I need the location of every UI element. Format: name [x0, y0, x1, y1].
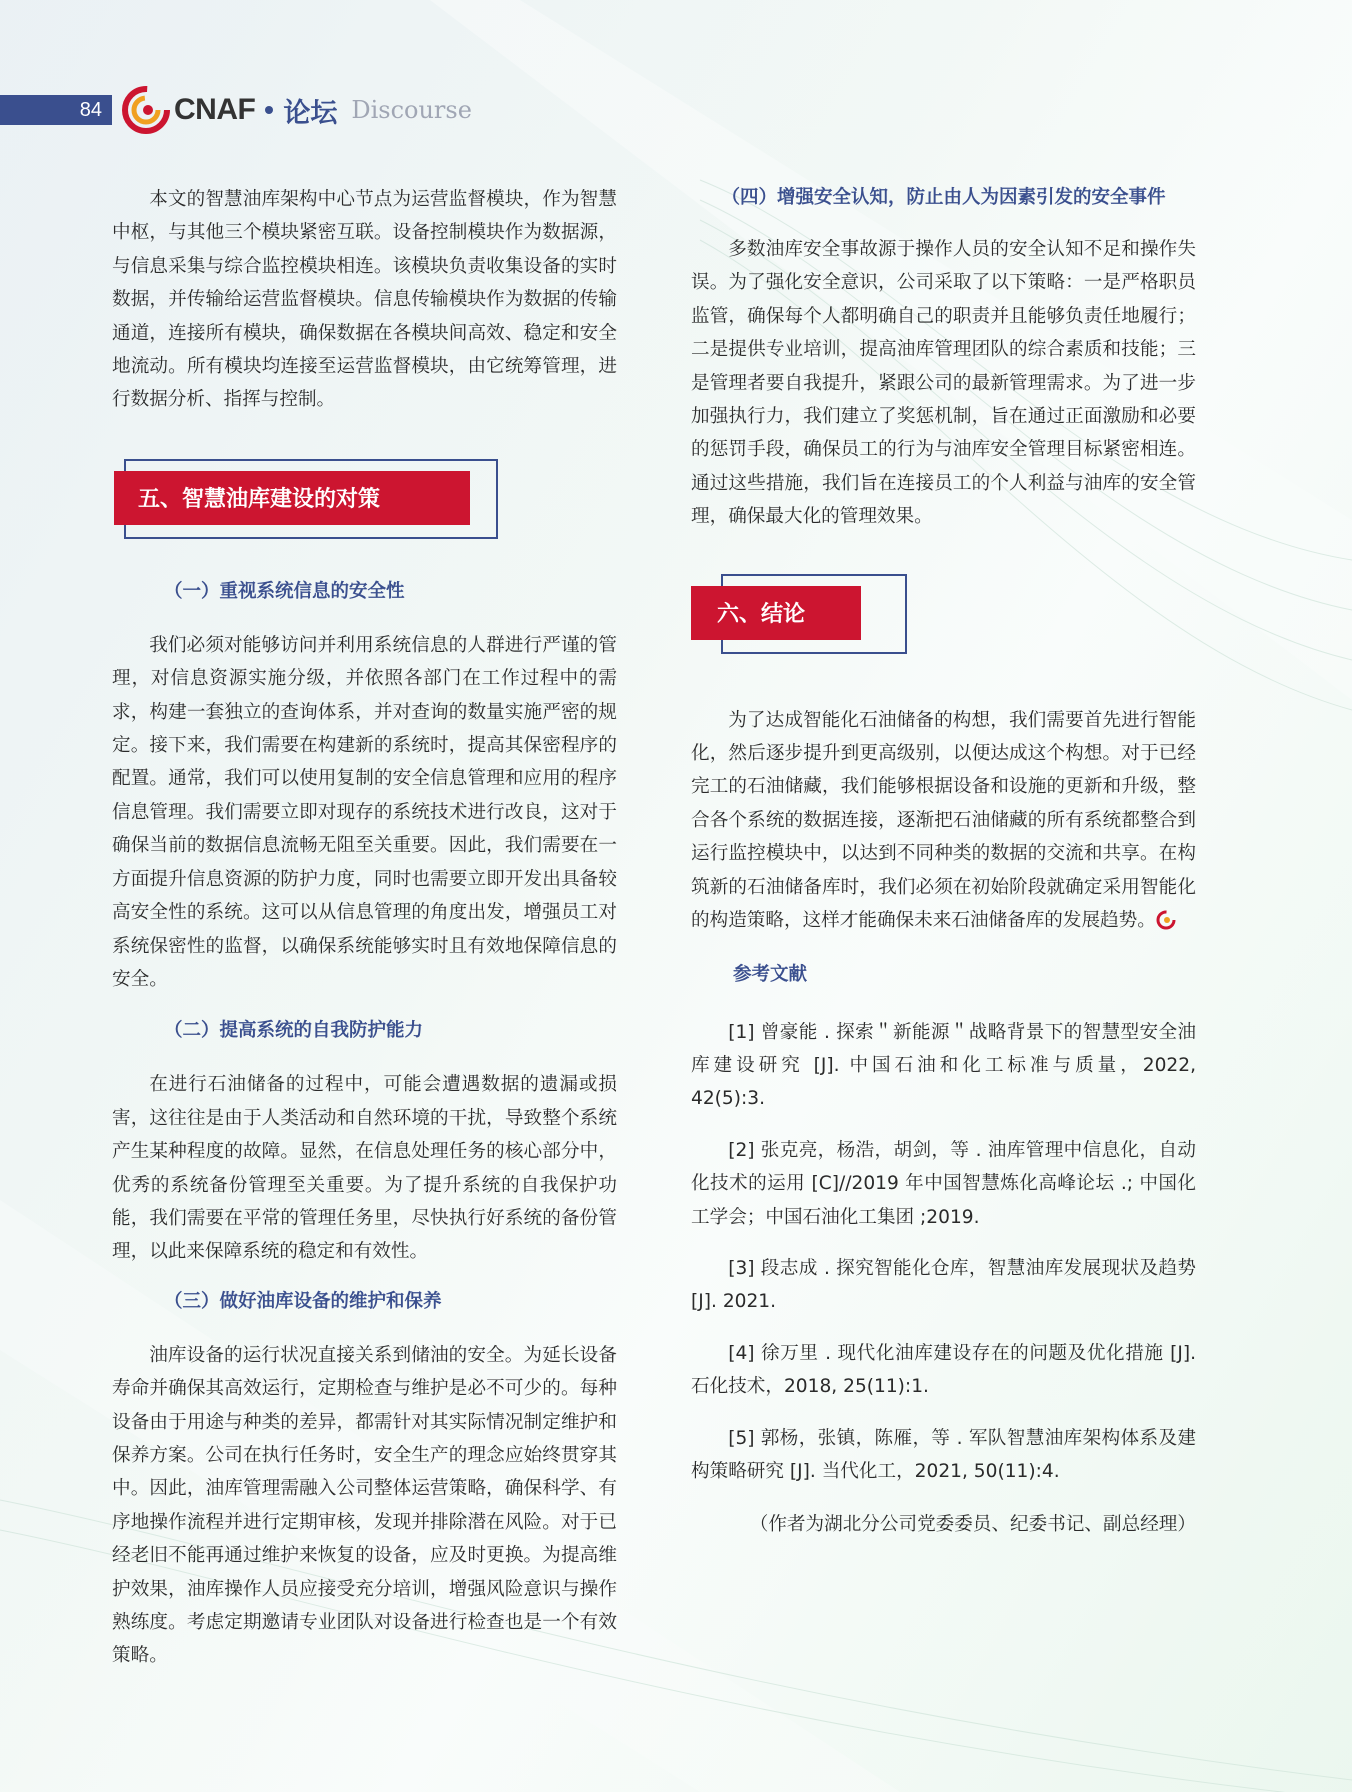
subheading-1: （一）重视系统信息的安全性: [164, 580, 405, 602]
page-number-bar: [0, 95, 112, 125]
paragraph-3: 油库设备的运行状况直接关系到储油的安全。为延长设备寿命并确保其高效运行，定期检查与维护是必不可少的。每种设备由于用途与种类的差异，都需针对其实际情况制定维护和保养方案。公司在执行任务时，安全生产的理念应始终贯穿其中。因此，油库管理需融入公司整体运营策略，确保科学、有序地操作流程并进行定期审核，发现并排除潜在风险。对于已经老旧不能再通过维护来恢复的设备，应及时更换。为提高维护效果，油库操作人员应接受充分培训，增强风险意识与操作熟练度。考虑定期邀请专业团队对设备进行检查也是一个有效策略。: [112, 1344, 617, 1667]
references-list: [691, 1016, 1196, 1489]
intro-paragraph: 本文的智慧油库架构中心节点为运营监督模块，作为智慧中枢，与其他三个模块紧密互联。设备控制模块作为数据源，与信息采集与综合监控模块相连。该模块负责收集设备的实时数据，并传输给运营监督模块。信息传输模块作为数据的传输通道，连接所有模块，确保数据在各模块间高效、稳定和安全地流动。所有模块均连接至运营监督模块，由它统筹管理，进行数据分析、指挥与控制。: [112, 189, 617, 411]
conclusion-text: 为了达成智能化石油储备的构想，我们需要首先进行智能化，然后逐步提升到更高级别，以便达成这个构想。对于已经完工的石油储藏，我们能够根据设备和设施的更新和升级，整合各个系统的数据连接，逐渐把石油储藏的所有系统都整合到运行监控模块中，以达到不同种类的数据的交流和共享。在构筑新的石油储备库时，我们必须在初始阶段就确定采用智能化的构造策略，这样才能确保未来石油储备库的发展趋势。: [691, 709, 1196, 932]
section-name-cn: 论坛: [283, 97, 338, 129]
subheading-2: （二）提高系统的自我防护能力: [164, 1020, 424, 1042]
reference-item: [3] 段志成 . 探究智能化仓库，智慧油库发展现状及趋势 [J]. 2021.: [691, 1257, 1196, 1313]
left-column: [112, 183, 617, 1673]
cnaf-logo-icon: [122, 86, 170, 134]
header-logo: [122, 86, 472, 134]
section-name-en: Discourse: [351, 96, 472, 124]
paragraph-4: 多数油库安全事故源于操作人员的安全认知不足和操作失误。为了强化安全意识，公司采取了以下策略：一是严格职员监管，确保每个人都明确自己的职责并且能够负责任地履行；二是提供专业培训，提高油库管理团队的综合素质和技能；三是管理者要自我提升，紧跟公司的最新管理需求。为了进一步加强执行力，我们建立了奖惩机制，旨在通过正面激励和必要的惩罚手段，确保员工的行为与油库安全管理目标紧密相连。通过这些措施，我们旨在连接员工的个人利益与油库的安全管理，确保最大化的管理效果。: [691, 239, 1196, 528]
heading-label: 六、结论: [691, 586, 861, 640]
conclusion-paragraph: [691, 704, 1196, 938]
section-heading-5: [112, 459, 617, 549]
header-dot: [265, 106, 273, 114]
references-title: 参考文献: [733, 963, 808, 985]
paragraph-1: 我们必须对能够访问并利用系统信息的人群进行严谨的管理，对信息资源实施分级，并依照各部门在工作过程中的需求，构建一套独立的查询体系，并对查询的数量实施严密的规定。接下来，我们需要在构建新的系统时，提高其保密程序的配置。通常，我们可以使用复制的安全信息管理和应用的程序信息管理。我们需要立即对现存的系统技术进行改良，这对于确保当前的数据信息流畅无阻至关重要。因此，我们需要在一方面提升信息资源的防护力度，同时也需要立即开发出具备较高安全性的系统。这可以从信息管理的角度出发，增强员工对系统保密性的监督，以确保系统能够实时且有效地保障信息的安全。: [112, 634, 617, 990]
paragraph-2: 在进行石油储备的过程中，可能会遭遇数据的遗漏或损害，这往往是由于人类活动和自然环境的干扰，导致整个系统产生某种程度的故障。显然，在信息处理任务的核心部分中，优秀的系统备份管理至关重要。为了提升系统的自我保护功能，我们需要在平常的管理任务里，尽快执行好系统的备份管理，以此来保障系统的稳定和有效性。: [112, 1074, 617, 1263]
reference-item: [2] 张克亮，杨浩，胡剑，等 . 油库管理中信息化，自动化技术的运用 [C]//2019 年中国智慧炼化高峰论坛 .; 中国化工学会；中国石油化工集团 ;2019.: [691, 1139, 1196, 1228]
subheading-3: （三）做好油库设备的维护和保养: [164, 1290, 442, 1312]
subheading-4: （四）增强安全认知，防止由人为因素引发的安全事件: [721, 187, 1166, 208]
page-number: 84: [79, 98, 102, 121]
end-mark-icon: [1156, 910, 1176, 930]
heading-label: 五、智慧油库建设的对策: [114, 471, 470, 525]
reference-item: [5] 郭杨，张镇，陈雁，等 . 军队智慧油库架构体系及建构策略研究 [J]. 当代化工，2021, 50(11):4.: [691, 1427, 1196, 1482]
brand-name: CNAF: [174, 93, 256, 126]
right-column: [691, 183, 1196, 1540]
section-heading-6: [691, 574, 1196, 664]
author-note: （作者为湖北分公司党委委员、纪委书记、副总经理）: [749, 1514, 1196, 1536]
reference-item: [4] 徐万里 . 现代化油库建设存在的问题及优化措施 [J]. 石化技术，2018, 25(11):1.: [691, 1342, 1196, 1398]
reference-item: [1] 曾豪能 . 探索＂新能源＂战略背景下的智慧型安全油库建设研究 [J]. 中国石油和化工标准与质量，2022, 42(5):3.: [691, 1021, 1196, 1110]
